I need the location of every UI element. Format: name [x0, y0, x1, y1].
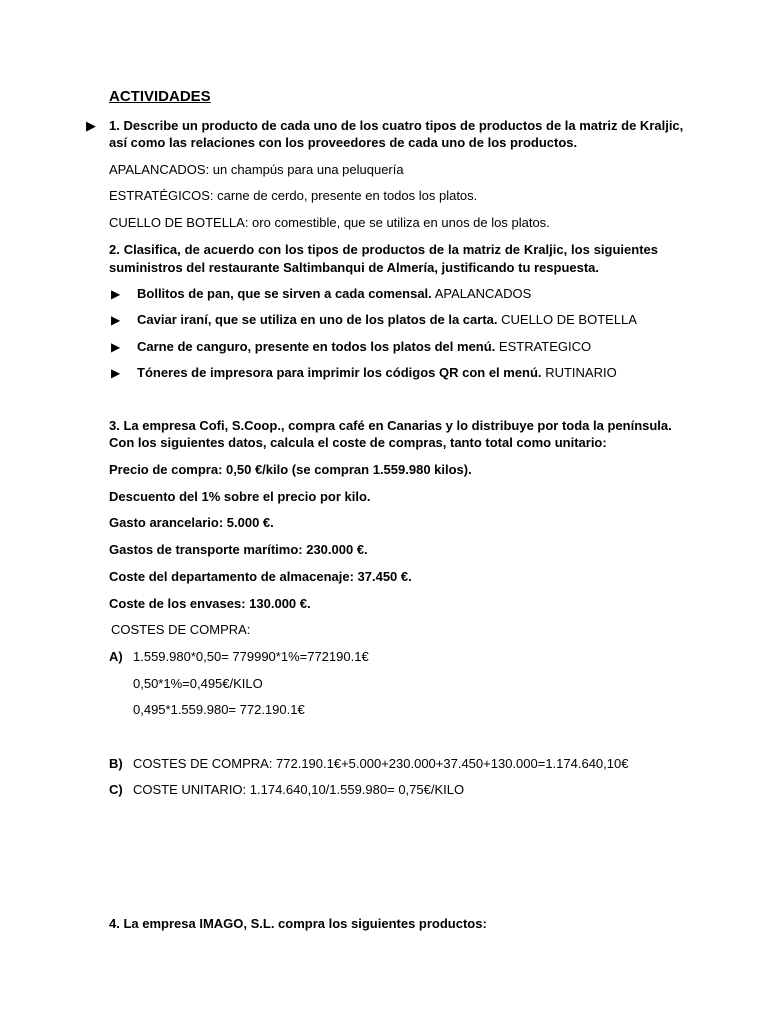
list-item [137, 285, 531, 303]
data-precio-compra: Precio de compra: 0,50 €/kilo (se compran 1.559.980 kilos). [109, 462, 472, 477]
data-gastos-transporte: Gastos de transporte marítimo: 230.000 €. [109, 542, 368, 557]
list-item [137, 311, 637, 329]
list-item-answer: RUTINARIO [545, 365, 617, 380]
data-coste-envases: Coste de los envases: 130.000 €. [109, 596, 311, 611]
answer-c-text: COSTE UNITARIO: 1.174.640,10/1.559.980= 0,75€/KILO [133, 782, 465, 797]
answer-a-letter: A) [109, 649, 123, 664]
answer-apalancados: APALANCADOS: un champús para una peluquería [109, 162, 404, 177]
page-title: ACTIVIDADES [109, 88, 211, 105]
answer-b-letter: B) [109, 756, 123, 771]
data-descuento: Descuento del 1% sobre el precio por kilo. [109, 489, 371, 504]
bullet-arrow-icon: ▶ [86, 118, 96, 133]
question-2-line-1: 2. Clasifica, de acuerdo con los tipos de productos de la matriz de Kraljic, los siguientes [109, 242, 658, 257]
question-3-line-1: 3. La empresa Cofi, S.Coop., compra café en Canarias y lo distribuye por toda la península. [109, 418, 672, 433]
question-4-line-1: 4. La empresa IMAGO, S.L. compra los siguientes productos: [109, 916, 487, 931]
question-1-line-1: 1. Describe un producto de cada uno de los cuatro tipos de productos de la matriz de Kraljic, [109, 118, 684, 133]
data-gasto-arancelario: Gasto arancelario: 5.000 €. [109, 515, 274, 530]
answer-b-text: COSTES DE COMPRA: 772.190.1€+5.000+230.000+37.450+130.000=1.174.640,10€ [133, 756, 629, 771]
answer-a-line-2: 0,50*1%=0,495€/KILO [133, 676, 263, 691]
question-1-line-2: así como las relaciones con los proveedores de cada uno de los productos. [109, 135, 578, 150]
list-item-answer: CUELLO DE BOTELLA [501, 312, 637, 327]
list-item-answer: ESTRATEGICO [498, 339, 592, 354]
list-item [137, 364, 617, 382]
answer-cuello-de-botella: CUELLO DE BOTELLA: oro comestible, que se utiliza en unos de los platos. [109, 215, 550, 230]
list-item [137, 338, 591, 356]
list-item-answer: APALANCADOS [434, 286, 532, 301]
list-item-text: Tóneres de impresora para imprimir los códigos QR con el menú. [137, 365, 542, 380]
answer-estrategicos: ESTRATÉGICOS: carne de cerdo, presente en todos los platos. [109, 188, 478, 203]
list-item-text: Caviar iraní, que se utiliza en uno de los platos de la carta. [137, 312, 498, 327]
bullet-arrow-icon: ▶ [111, 366, 121, 380]
costes-compra-label: COSTES DE COMPRA: [111, 622, 251, 637]
bullet-arrow-icon: ▶ [111, 313, 121, 327]
question-2-text [109, 241, 658, 277]
list-item-text: Carne de canguro, presente en todos los platos del menú. [137, 339, 496, 354]
list-item-text: Bollitos de pan, que se sirven a cada comensal. [137, 286, 432, 301]
bullet-arrow-icon: ▶ [111, 340, 121, 354]
data-coste-almacenaje: Coste del departamento de almacenaje: 37.450 €. [109, 569, 412, 584]
answer-c-letter: C) [109, 782, 123, 797]
question-2-line-2: suministros del restaurante Saltimbanqui de Almería, justificando tu respuesta. [109, 260, 600, 275]
answer-a-line-1: 1.559.980*0,50= 779990*1%=772190.1€ [133, 649, 369, 664]
question-3-line-2: Con los siguientes datos, calcula el coste de compras, tanto total como unitario: [109, 435, 607, 450]
bullet-arrow-icon: ▶ [111, 287, 121, 301]
answer-a-line-3: 0,495*1.559.980= 772.190.1€ [133, 702, 305, 717]
